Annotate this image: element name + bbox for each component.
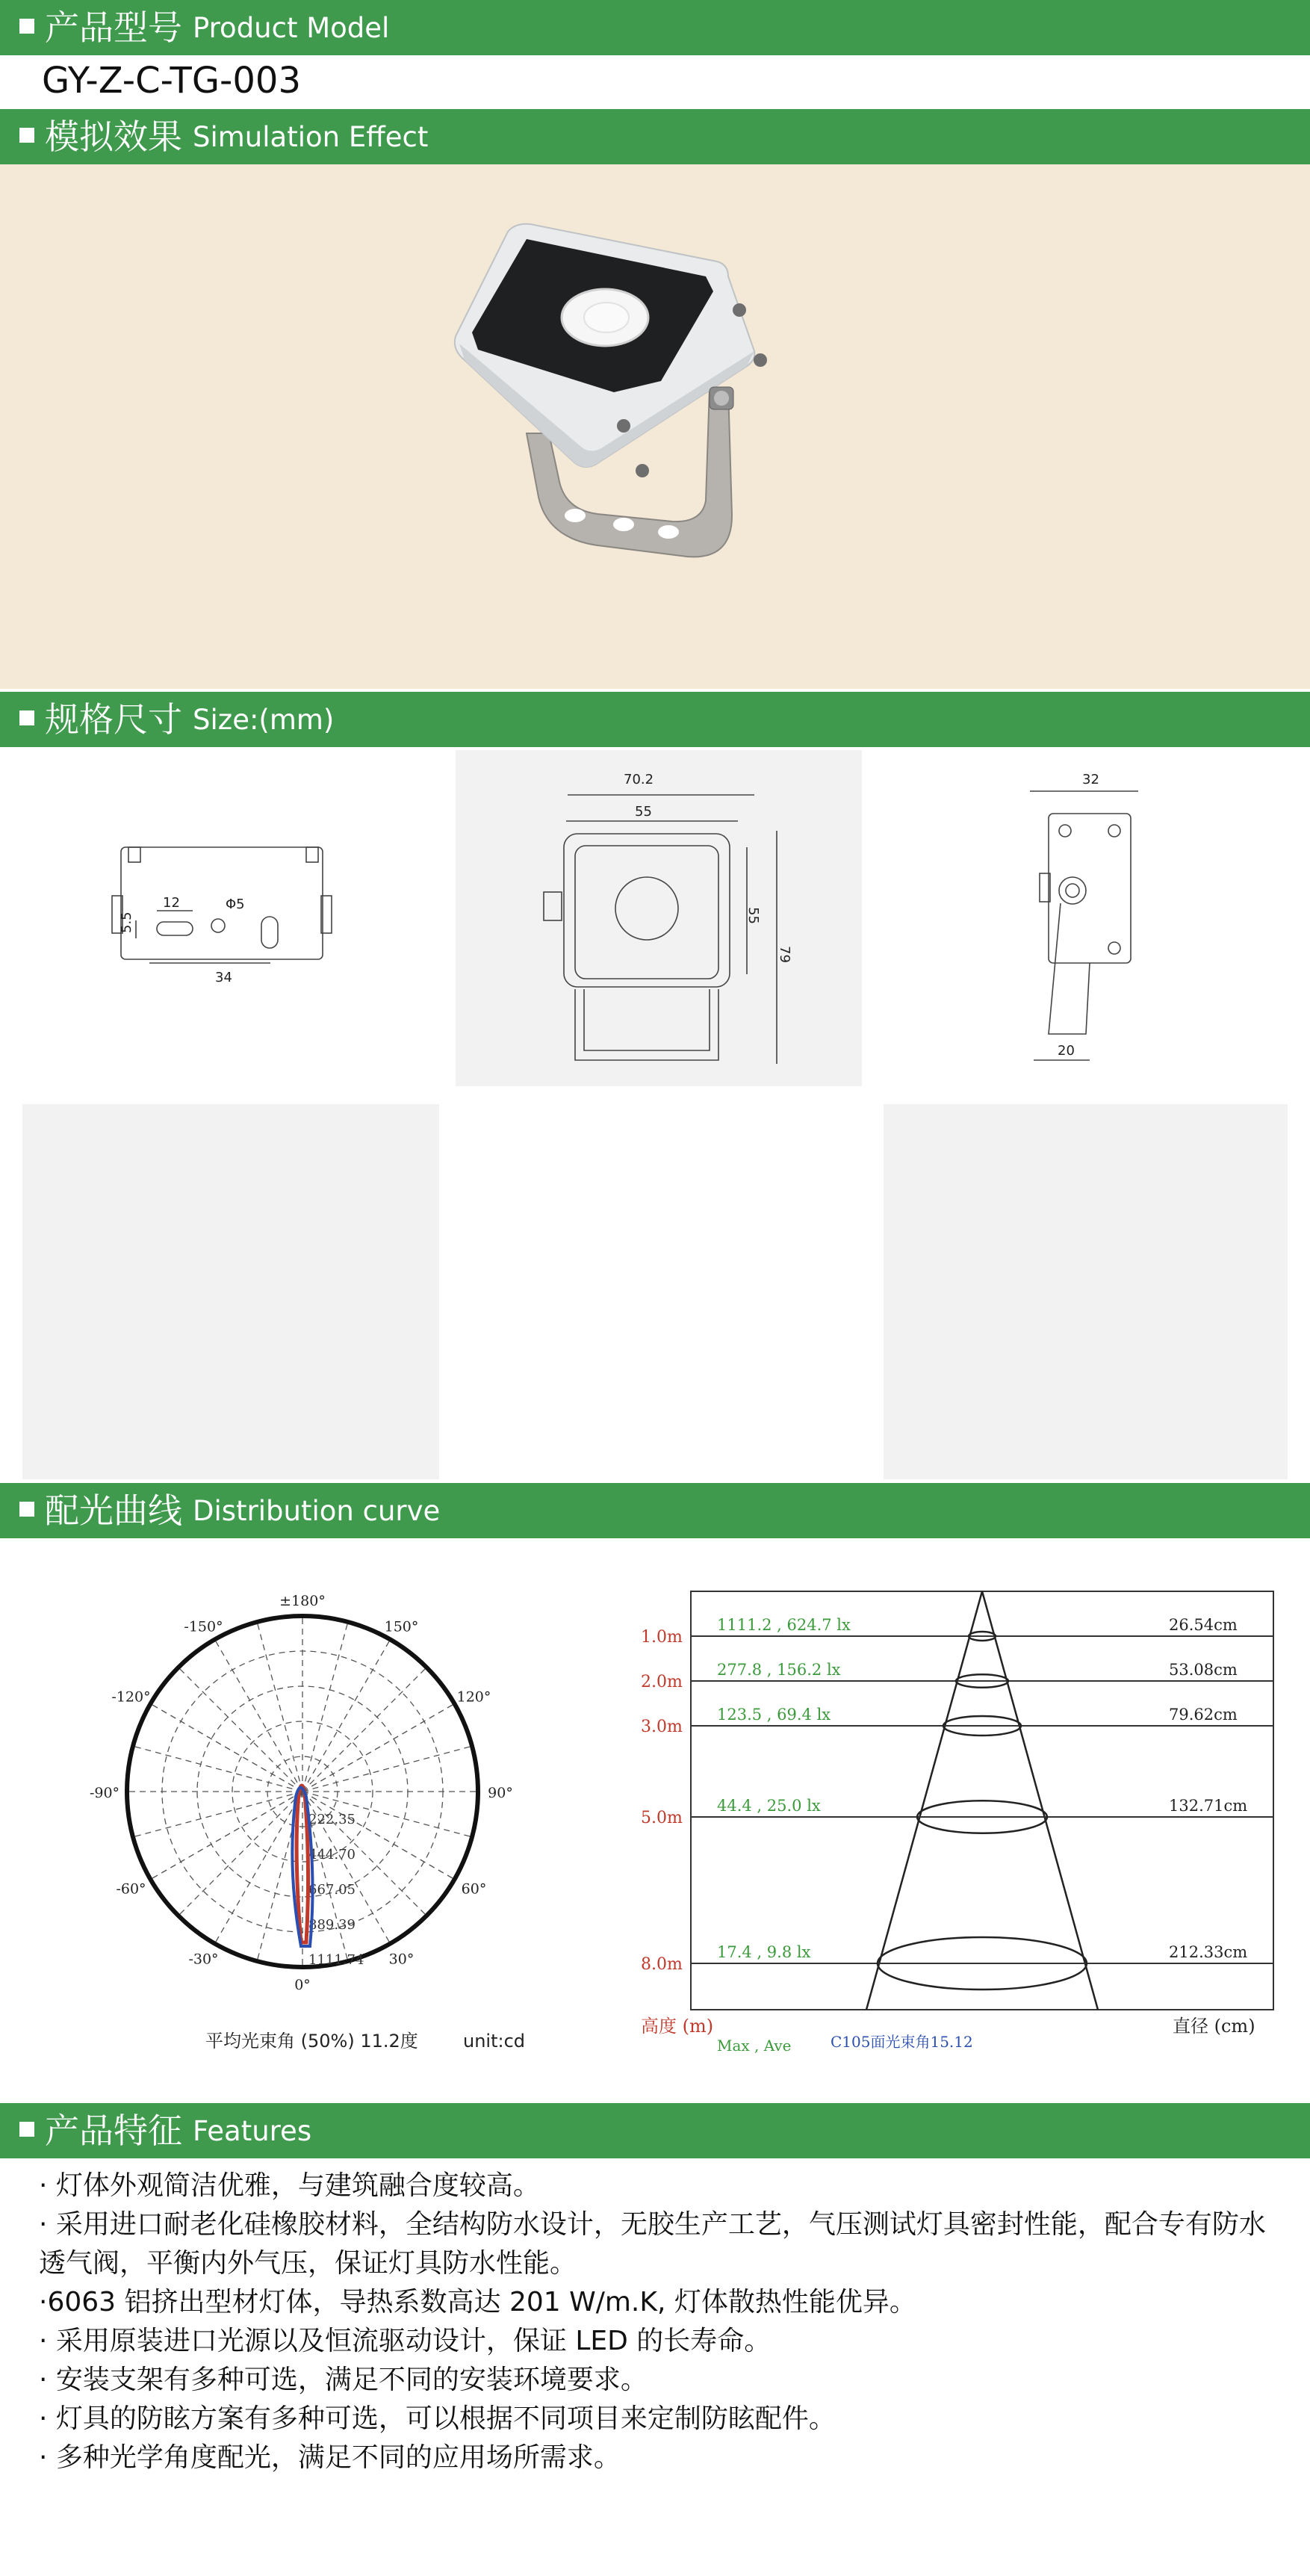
section-title-en: Distribution curve — [193, 1494, 441, 1527]
feature-item: · 灯体外观简洁优雅，与建筑融合度较高。 — [39, 2170, 540, 2201]
polar-angle-label: 150° — [384, 1618, 419, 1635]
feature-item: · 安装支架有多种可选，满足不同的安装环境要求。 — [39, 2365, 648, 2395]
dimension-bottom-view — [0, 750, 456, 1090]
dim-5-5: 5.5 — [119, 911, 134, 933]
dim-12: 12 — [163, 895, 180, 911]
polar-spoke — [133, 1746, 302, 1792]
dim-34: 34 — [215, 970, 232, 985]
polar-spoke — [302, 1704, 455, 1792]
cone-distance: 1.0m — [641, 1628, 683, 1647]
bullet-square-icon — [19, 710, 34, 725]
features-list — [39, 2167, 1279, 2477]
polar-ring-label: 1111.74 — [308, 1952, 364, 1968]
section-title-en: Size:(mm) — [193, 703, 335, 736]
polar-spoke — [302, 1668, 426, 1792]
polar-angle-label: -60° — [116, 1880, 146, 1898]
polar-unit: unit:cd — [463, 2031, 526, 2052]
feature-item: · 多种光学角度配光，满足不同的应用场所需求。 — [39, 2442, 621, 2473]
polar-spoke — [302, 1746, 472, 1792]
section-title-en: Features — [193, 2114, 312, 2147]
dimension-front-view — [456, 750, 862, 1086]
polar-angle-label: 120° — [456, 1688, 491, 1706]
section-title-zh: 产品特征 — [45, 2111, 182, 2151]
dim-79: 79 — [777, 946, 792, 963]
section-header-simulation — [0, 109, 1310, 164]
cone-diameter: 53.08cm — [1169, 1661, 1238, 1679]
cone-illuminance: 1111.2 , 624.7 lx — [717, 1616, 851, 1634]
diameter-label: 直径 (cm) — [1173, 2016, 1255, 2037]
bullet-square-icon — [19, 128, 34, 143]
polar-caption: 平均光束角 (50%) 11.2度 — [205, 2031, 418, 2052]
dim-20: 20 — [1058, 1043, 1075, 1059]
bullet-square-icon — [19, 1502, 34, 1517]
polar-angle-label: -90° — [89, 1785, 120, 1801]
polar-angle-label: 30° — [388, 1951, 415, 1968]
polar-spoke — [133, 1792, 302, 1837]
feature-item: · 采用原装进口光源以及恒流驱动设计，保证 LED 的长寿命。 — [39, 2326, 772, 2356]
polar-spoke — [302, 1622, 348, 1792]
dim-32: 32 — [1082, 772, 1099, 787]
section-title-zh: 配光曲线 — [45, 1490, 182, 1531]
dimension-side-view — [862, 750, 1310, 1090]
polar-angle-label: 0° — [294, 1977, 311, 1993]
section-title-en: Product Model — [193, 11, 390, 44]
placeholder-panel-right — [884, 1104, 1288, 1479]
section-header-distribution — [0, 1483, 1310, 1538]
cone-illuminance: 123.5 , 69.4 lx — [717, 1706, 831, 1724]
cone-distance: 5.0m — [641, 1809, 683, 1827]
polar-angle-label: 90° — [488, 1785, 513, 1801]
polar-angle-label: -120° — [111, 1688, 151, 1706]
polar-spoke — [302, 1792, 455, 1880]
dim-55-width: 55 — [635, 804, 652, 820]
dim-phi5: Φ5 — [226, 897, 245, 912]
cone-diameter: 26.54cm — [1169, 1616, 1238, 1634]
bullet-square-icon — [19, 2122, 34, 2137]
polar-ring-label: 444.70 — [308, 1847, 356, 1863]
dim-55-height: 55 — [745, 907, 761, 924]
cone-diameter: 212.33cm — [1169, 1943, 1248, 1961]
cone-diameter: 79.62cm — [1169, 1706, 1238, 1724]
polar-angle-label: -150° — [184, 1618, 223, 1635]
simulation-image — [0, 164, 1310, 689]
beam-angle-label: C105面光束角15.12 — [831, 2033, 973, 2051]
polar-spoke — [179, 1668, 302, 1792]
feature-item: · 采用进口耐老化硅橡胶材料，全结构防水设计，无胶生产工艺，气压测试灯具密封性能，配合专有防水透气阀，平衡内外气压，保证灯具防水性能。 — [39, 2209, 1266, 2279]
polar-spoke — [215, 1639, 303, 1792]
height-label: 高度 (m) — [641, 2016, 714, 2037]
polar-ring-label: 222.35 — [308, 1812, 356, 1827]
section-title-zh: 产品型号 — [45, 7, 182, 48]
polar-angle-label: -30° — [188, 1951, 219, 1968]
polar-angle-label: ±180° — [279, 1593, 326, 1609]
polar-spoke — [302, 1639, 391, 1792]
polar-spoke — [215, 1792, 303, 1944]
placeholder-panel-left — [22, 1104, 439, 1479]
polar-ring-label: 889.39 — [308, 1917, 356, 1933]
cone-illuminance: 44.4 , 25.0 lx — [717, 1797, 821, 1815]
polar-ring-label: 667.05 — [308, 1882, 356, 1898]
section-header-model — [0, 0, 1310, 55]
polar-spoke — [257, 1622, 302, 1792]
polar-spoke — [179, 1792, 302, 1916]
lamp-illustration — [0, 164, 1310, 689]
polar-diagram — [45, 1569, 583, 2077]
cone-distance: 3.0m — [641, 1718, 683, 1736]
feature-item: ·6063 铝挤出型材灯体，导热系数高达 201 W/m.K, 灯体散热性能优异。 — [39, 2287, 916, 2318]
bullet-square-icon — [19, 19, 34, 34]
polar-angle-label: 60° — [461, 1880, 487, 1898]
cone-diameter: 132.71cm — [1169, 1797, 1248, 1815]
cone-illuminance: 277.8 , 156.2 lx — [717, 1661, 841, 1679]
polar-spoke — [150, 1704, 302, 1792]
section-title-zh: 模拟效果 — [45, 117, 182, 157]
section-title-zh: 规格尺寸 — [45, 699, 182, 740]
cone-diagram — [635, 1584, 1285, 2062]
section-title-en: Simulation Effect — [193, 120, 429, 153]
cone-illuminance: 17.4 , 9.8 lx — [717, 1943, 811, 1961]
model-number: GY-Z-C-TG-003 — [42, 60, 301, 102]
section-header-size — [0, 692, 1310, 747]
polar-spoke — [150, 1792, 302, 1880]
dim-70-2: 70.2 — [624, 772, 654, 787]
section-header-features — [0, 2103, 1310, 2158]
feature-item: · 灯具的防眩方案有多种可选，可以根据不同项目来定制防眩配件。 — [39, 2403, 836, 2434]
cone-distance: 2.0m — [641, 1673, 683, 1691]
max-ave-label: Max , Ave — [717, 2037, 792, 2055]
cone-distance: 8.0m — [641, 1955, 683, 1974]
